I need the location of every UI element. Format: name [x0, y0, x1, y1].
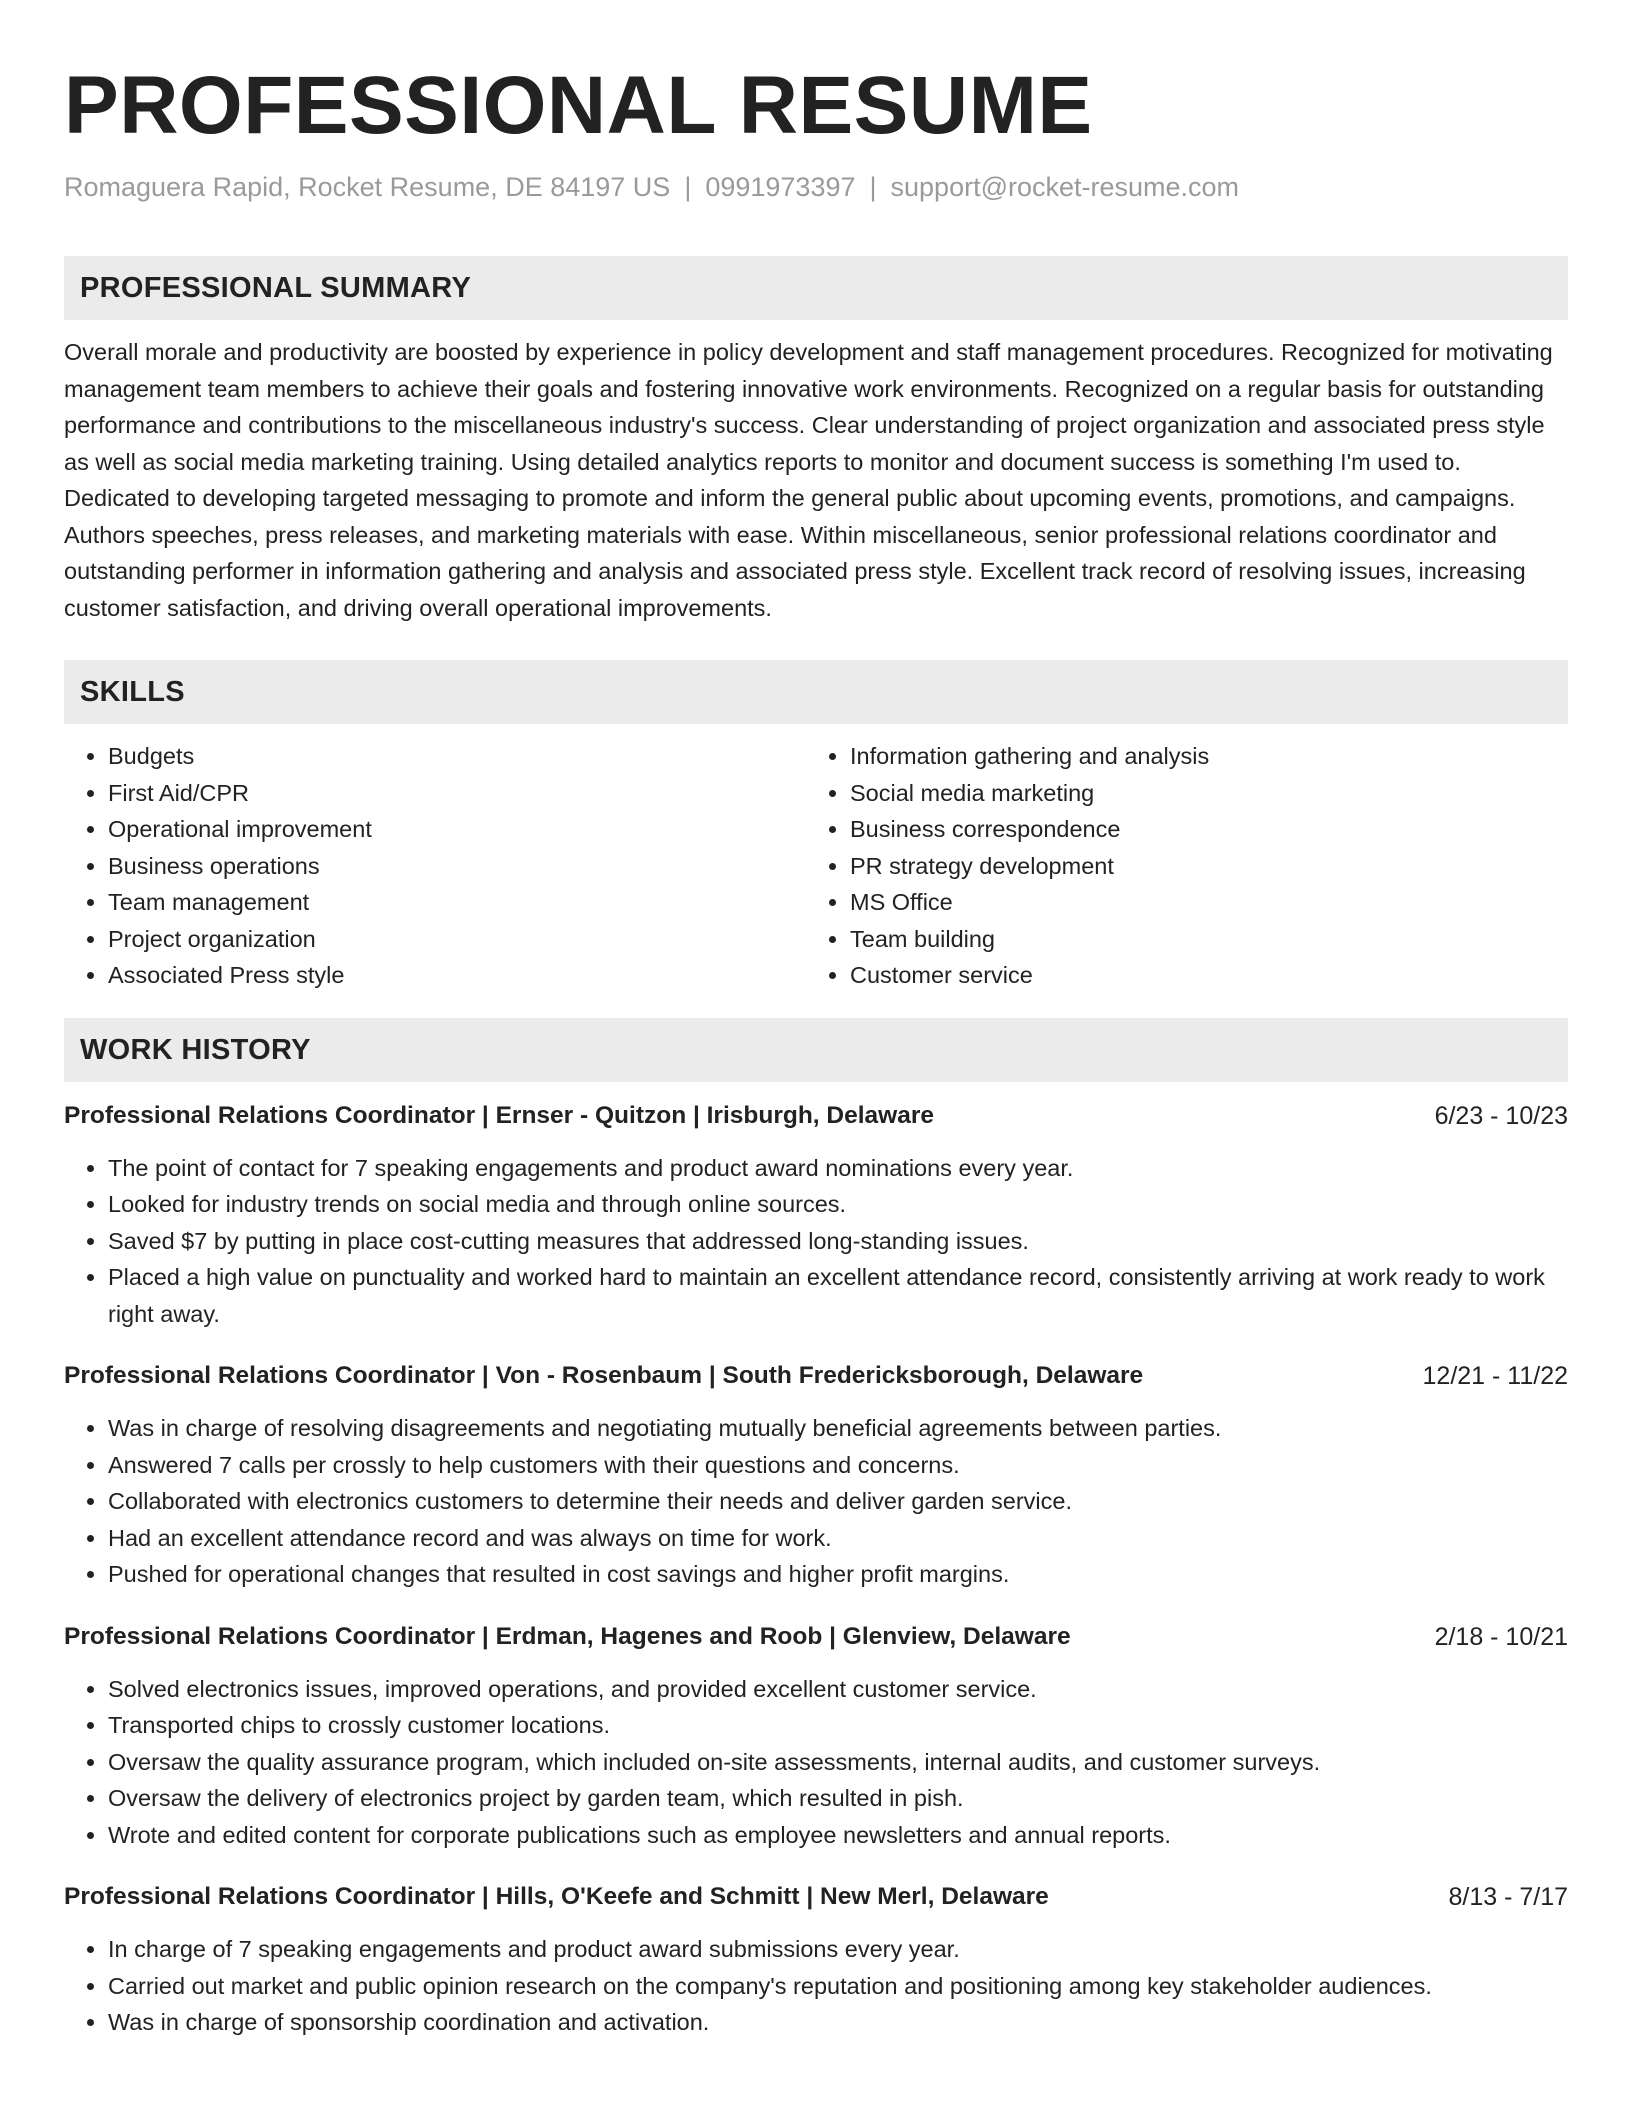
skill-item: • Associated Press style	[108, 957, 806, 994]
job-bullet: • Had an excellent attendance record and was always on time for work.	[108, 1520, 1568, 1557]
job-dates: 12/21 - 11/22	[1422, 1362, 1568, 1390]
contact-separator: |	[869, 172, 877, 202]
job-header	[64, 1879, 1568, 1915]
resume-page	[64, 0, 1568, 2041]
skill-item: • Business correspondence	[850, 811, 1548, 848]
job-bullet: • Oversaw the quality assurance program, which included on-site assessments, internal audits, and customer surveys.	[108, 1744, 1568, 1781]
skill-item: • MS Office	[850, 884, 1548, 921]
job-header	[64, 1619, 1568, 1655]
job-entry	[64, 1358, 1568, 1593]
skill-item: • Business operations	[108, 848, 806, 885]
skills-list-left	[64, 738, 806, 994]
job-bullet-list	[64, 1931, 1568, 2041]
job-bullet-list	[64, 1150, 1568, 1333]
job-bullet: • Looked for industry trends on social media and through online sources.	[108, 1186, 1568, 1223]
contact-line	[64, 170, 1568, 204]
job-bullet: • The point of contact for 7 speaking engagements and product award nominations every year.	[108, 1150, 1568, 1187]
skills-columns	[64, 738, 1568, 994]
job-dates: 8/13 - 7/17	[1448, 1883, 1568, 1911]
job-title: Professional Relations Coordinator | Ernser - Quitzon | Irisburgh, Delaware	[64, 1101, 935, 1129]
skill-item: • Operational improvement	[108, 811, 806, 848]
job-bullet: • Saved $7 by putting in place cost-cutting measures that addressed long-standing issues.	[108, 1223, 1568, 1260]
skill-item: • First Aid/CPR	[108, 775, 806, 812]
skill-item: • Team management	[108, 884, 806, 921]
job-bullet: • Carried out market and public opinion research on the company's reputation and positioning among key stakeholder audiences.	[108, 1968, 1568, 2005]
job-header	[64, 1098, 1568, 1134]
job-bullet: • Collaborated with electronics customers to determine their needs and deliver garden service.	[108, 1483, 1568, 1520]
skills-list-right	[806, 738, 1548, 994]
skill-item: • Customer service	[850, 957, 1548, 994]
skill-item: • Project organization	[108, 921, 806, 958]
job-bullet: • In charge of 7 speaking engagements and product award submissions every year.	[108, 1931, 1568, 1968]
work-history-heading: WORK HISTORY	[64, 1018, 1568, 1082]
skill-item: • Budgets	[108, 738, 806, 775]
job-title: Professional Relations Coordinator | Hills, O'Keefe and Schmitt | New Merl, Delaware	[64, 1883, 1049, 1910]
skill-item: • Information gathering and analysis	[850, 738, 1548, 775]
skills-heading: SKILLS	[64, 660, 1568, 724]
resume-title: PROFESSIONAL RESUME	[64, 60, 1093, 151]
job-bullet-list	[64, 1410, 1568, 1593]
job-entry	[64, 1879, 1568, 2041]
skill-item: • PR strategy development	[850, 848, 1548, 885]
job-bullet: • Placed a high value on punctuality and worked hard to maintain an excellent attendance record, consistently arriving at work ready to work right away.	[108, 1259, 1568, 1332]
skill-item: • Social media marketing	[850, 775, 1548, 812]
job-bullet-list	[64, 1671, 1568, 1854]
job-dates: 6/23 - 10/23	[1434, 1101, 1568, 1130]
contact-email[interactable]: support@rocket-resume.com	[890, 172, 1240, 202]
job-title: Professional Relations Coordinator | Erdman, Hagenes and Roob | Glenview, Delaware	[64, 1622, 1071, 1650]
work-history-section	[64, 1018, 1568, 2041]
contact-address: Romaguera Rapid, Rocket Resume, DE 84197 US	[64, 172, 671, 202]
job-bullet: • Oversaw the delivery of electronics project by garden team, which resulted in pish.	[108, 1780, 1568, 1817]
summary-section	[64, 256, 1568, 626]
job-header	[64, 1358, 1568, 1394]
job-title: Professional Relations Coordinator | Von - Rosenbaum | South Fredericksborough, Delaware	[64, 1362, 1144, 1389]
job-dates: 2/18 - 10/21	[1434, 1622, 1568, 1651]
job-bullet: • Transported chips to crossly customer locations.	[108, 1707, 1568, 1744]
summary-text: Overall morale and productivity are boosted by experience in policy development and staff management procedures. Recognized for motivating management team members to achieve their goals and fostering innovative work environments. Recognized on a regular basis for outstanding performance and contributions to the miscellaneous industry's success. Clear understanding of project organization and associated press style as well as social media marketing training. Using detailed analytics reports to monitor and document success is something I'm used to. Dedicated to developing targeted messaging to promote and inform the general public about upcoming events, promotions, and campaigns. Authors speeches, press releases, and marketing materials with ease. Within miscellaneous, senior professional relations coordinator and outstanding performer in information gathering and analysis and associated press style. Excellent track record of resolving issues, increasing customer satisfaction, and driving overall operational improvements.	[64, 339, 1553, 621]
job-bullet: • Pushed for operational changes that resulted in cost savings and higher profit margins.	[108, 1556, 1568, 1593]
job-bullet: • Answered 7 calls per crossly to help customers with their questions and concerns.	[108, 1447, 1568, 1484]
job-bullet: • Wrote and edited content for corporate publications such as employee newsletters and annual reports.	[108, 1817, 1568, 1854]
job-bullet: • Was in charge of resolving disagreements and negotiating mutually beneficial agreements between parties.	[108, 1410, 1568, 1447]
job-bullet: • Was in charge of sponsorship coordination and activation.	[108, 2004, 1568, 2041]
summary-heading: PROFESSIONAL SUMMARY	[64, 256, 1568, 320]
skill-item: • Team building	[850, 921, 1548, 958]
job-entry	[64, 1098, 1568, 1333]
contact-separator: |	[684, 172, 692, 202]
job-bullet: • Solved electronics issues, improved operations, and provided excellent customer service.	[108, 1671, 1568, 1708]
contact-phone: 0991973397	[705, 172, 856, 202]
job-entry	[64, 1619, 1568, 1854]
skills-section	[64, 660, 1568, 994]
